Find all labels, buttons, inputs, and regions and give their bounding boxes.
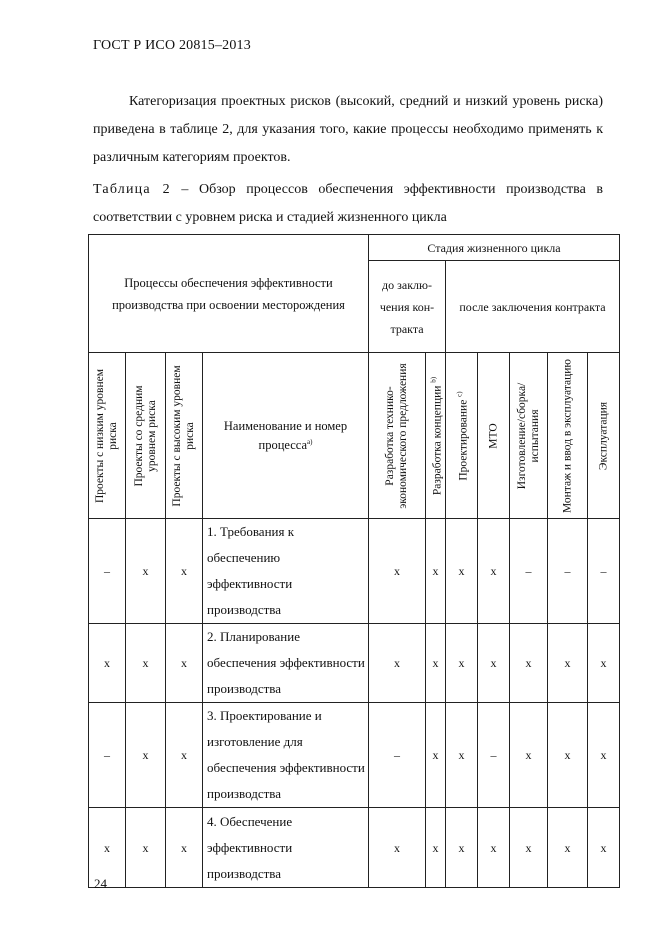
cell-installation: x [548,624,588,703]
caption-text: Обзор процессов обеспечения эффективности производства в соответствии с уровнем риска и стадией жизненного цикла [93,182,603,225]
table-caption [93,176,603,232]
col-low-risk-label: Проекты с низким уровнем риска [94,368,119,503]
cell-mto: x [478,624,510,703]
cell-operation: x [588,703,620,808]
col-design [446,353,478,519]
processes-group-header: Процессы обеспечения эффективности производства при освоении месторождения [89,235,369,353]
col-process-name [203,353,369,519]
cell-design: x [446,808,478,888]
col-concept-label: Разработка концепции [430,385,443,495]
col-concept [426,353,446,519]
cell-installation: x [548,808,588,888]
cell-process-name: 3. Проектирование и изготовление для обеспечения эффективности производства [203,703,369,808]
cell-high: x [166,703,203,808]
cell-fabrication: x [510,703,548,808]
col-installation-label: Монтаж и ввод в эксплуатацию [561,358,573,513]
cell-operation: x [588,624,620,703]
before-contract-header: до заклю-чения кон-тракта [369,261,446,353]
cell-medium: x [126,703,166,808]
page-number: 24 [94,876,107,891]
cell-medium: x [126,519,166,624]
col-design-label: Проектирование [456,399,469,481]
note-b: b) [429,376,438,383]
document-header: ГОСТ Р ИСО 20815–2013 [93,38,251,53]
cell-low: x [89,808,126,888]
cell-mto: x [478,519,510,624]
col-mto-label: МТО [487,422,499,449]
col-installation [548,353,588,519]
col-low-risk [89,353,126,519]
cell-fabrication: x [510,624,548,703]
cell-low: – [89,703,126,808]
process-table [88,234,620,888]
cell-medium: x [126,808,166,888]
col-medium-risk [126,353,166,519]
cell-feasibility: x [369,624,426,703]
cell-installation: – [548,519,588,624]
note-a: a) [307,437,313,446]
cell-feasibility: x [369,519,426,624]
cell-concept: x [426,624,446,703]
col-operation [588,353,620,519]
cell-process-name: 4. Обеспечение эффективности производства [203,808,369,888]
col-feasibility [369,353,426,519]
col-mto [478,353,510,519]
cell-fabrication: x [510,808,548,888]
table-row [89,624,620,703]
cell-low: x [89,624,126,703]
cell-low: – [89,519,126,624]
cell-mto: – [478,703,510,808]
cell-design: x [446,703,478,808]
col-high-risk [166,353,203,519]
cell-operation: x [588,808,620,888]
cell-concept: x [426,703,446,808]
intro-paragraph [93,88,603,172]
cell-process-name: 2. Планирование обеспечения эффективности производства [203,624,369,703]
after-contract-header: после заключения контракта [446,261,620,353]
table-row [89,519,620,624]
col-fabrication-label: Изготовление/сборка/ испытания [515,382,541,489]
cell-design: x [446,519,478,624]
cell-high: x [166,519,203,624]
caption-label: Таблица 2 [93,182,171,197]
table-row [89,808,620,888]
cell-concept: x [426,519,446,624]
cell-installation: x [548,703,588,808]
caption-dash: – [170,182,199,197]
col-feasibility-label: Разработка технико-экономического предложения [384,362,409,509]
cell-medium: x [126,624,166,703]
cell-high: x [166,808,203,888]
cell-concept: x [426,808,446,888]
cell-feasibility: x [369,808,426,888]
table-row [89,703,620,808]
cell-mto: x [478,808,510,888]
col-medium-risk-label: Проекты со средним уровнем риска [132,384,158,487]
cell-process-name: 1. Требования к обеспечению эффективности производства [203,519,369,624]
cell-high: x [166,624,203,703]
col-fabrication [510,353,548,519]
cell-operation: – [588,519,620,624]
cell-design: x [446,624,478,703]
col-high-risk-label: Проекты с высоким уровнем риска [171,364,196,507]
cell-fabrication: – [510,519,548,624]
note-c: c) [455,390,464,397]
col-process-name-label: Наименование и номер процесса [223,418,348,453]
cell-feasibility: – [369,703,426,808]
col-operation-label: Эксплуатация [597,401,609,470]
lifecycle-header: Стадия жизненного цикла [369,235,620,261]
intro-text: Категоризация проектных рисков (высокий, средний и низкий уровень риска) приведена в таблице 2, для указания того, какие процессы необходимо применять к различным категориям проектов. [93,94,603,165]
